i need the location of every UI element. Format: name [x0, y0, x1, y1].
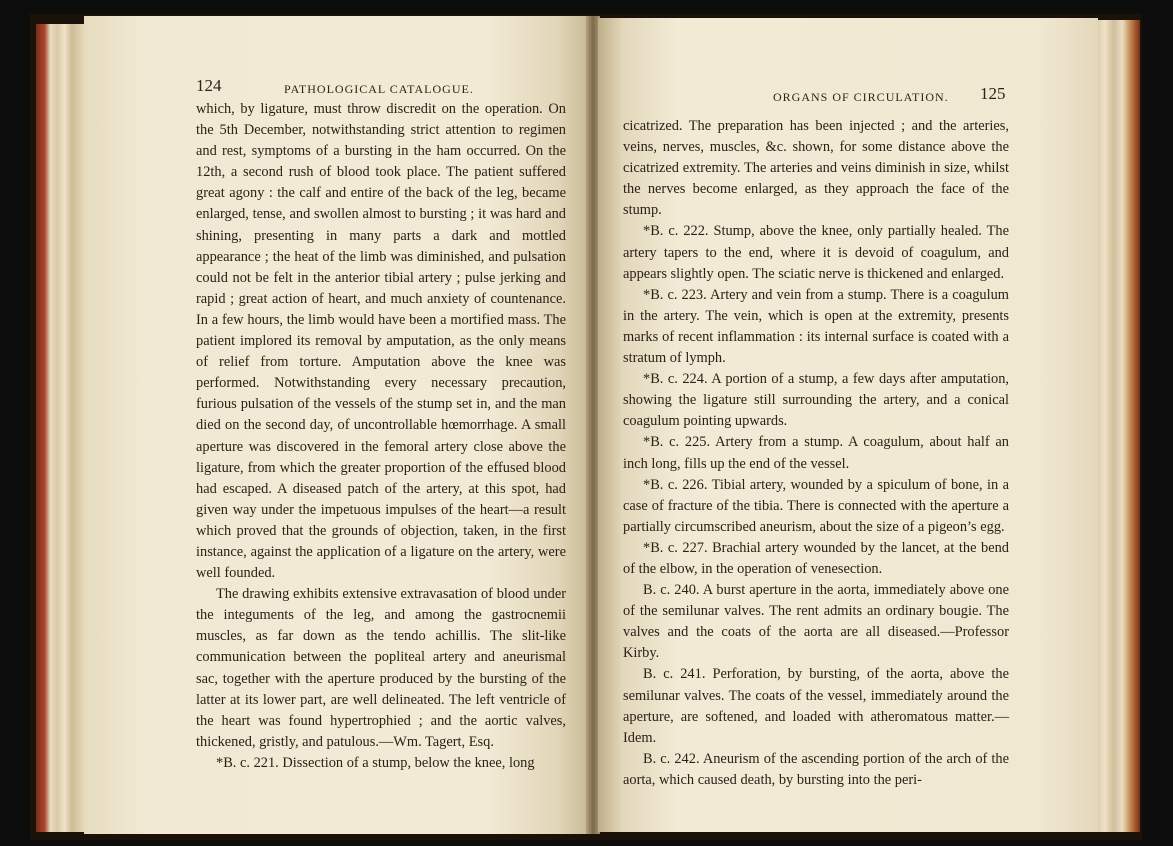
left-running-head: PATHOLOGICAL CATALOGUE.: [284, 82, 474, 96]
right-page-body: [623, 116, 1009, 791]
paragraph: *B. c. 221. Dissection of a stump, below the knee, long: [216, 754, 535, 771]
paragraph: B. c. 240. A burst aperture in the aorta, immediately above one of the semilunar valves. The rent admits an ordinary bougie. The valves and the coats of the aorta are all diseased.—Professor Kirby.: [623, 582, 1009, 662]
paragraph: B. c. 241. Perforation, by bursting, of the aorta, above the semilunar valves. The coats of the vessel, immediately around the aperture, are softened, and loaded with atheromatous matter.—Idem.: [623, 666, 1009, 746]
right-running-head: ORGANS OF CIRCULATION.: [773, 90, 949, 104]
paragraph: *B. c. 224. A portion of a stump, a few days after amputation, showing the ligature still surrounding the artery, and a conical coagulum pointing upwards.: [623, 371, 1009, 430]
paragraph: *B. c. 225. Artery from a stump. A coagulum, about half an inch long, fills up the end of the vessel.: [623, 434, 1009, 472]
left-page-number: 124: [196, 76, 222, 95]
paragraph: B. c. 242. Aneurism of the ascending portion of the arch of the aorta, which caused death, by bursting into the peri-: [623, 750, 1009, 788]
paragraph: cicatrized. The preparation has been injected ; and the arteries, veins, nerves, muscles, &c. shown, for some distance above the cicatrized extremity. The arteries and veins diminish in size, whilst the nerves become enlarged, as they approach the face of the stump.: [623, 118, 1009, 219]
right-page-edges: [1096, 20, 1140, 832]
paragraph: which, by ligature, must throw discredit on the operation. On the 5th December, notwithstanding strict attention to regimen and rest, symptoms of a bursting in the ham occurred. On the 12th, a second rush of blood took place. The patient suffered great agony : the calf and entire of the back of the leg, became enlarged, tense, and swollen almost to bursting ; it was hard and shining, presenting in many parts a dark and mottled appearance ; the heat of the limb was diminished, and pulsation could not be felt in the anterior tibial artery ; pulse jerking and rapid ; great action of heart, and much anxiety of countenance. In a few hours, the limb would have been a mortified mass. The patient implored its removal by amputation, as the only means of relief from torture. Amputation above the knee was performed. Notwithstanding every necessary precaution, furious pulsation of the vessels of the stump set in, and the man died on the second day, of uncontrollable hœmorrhage. A small aperture was discovered in the femoral artery close above the ligature, from which the greater proportion of the effused blood had escaped. A diseased patch of the artery, at this spot, had given way under the impetuous impulses of the heart—a result which proved that the grounds of objection, taken, in the first instance, against the application of a ligature on the artery, were well founded.: [196, 101, 566, 582]
paragraph: *B. c. 223. Artery and vein from a stump. There is a coagulum in the artery. The vein, which is open at the extremity, presents marks of recent inflammation : its internal surface is coated with a stratum of lymph.: [623, 286, 1009, 367]
paragraph: *B. c. 227. Brachial artery wounded by the lancet, at the bend of the elbow, in the operation of venesection.: [623, 539, 1009, 577]
left-page-edges: [36, 24, 84, 832]
right-page-number: 125: [980, 84, 1006, 103]
paragraph: *B. c. 226. Tibial artery, wounded by a spiculum of bone, in a case of fracture of the tibia. There is connected with the aperture a partially circumscribed aneurism, about the size of a pigeon’s egg.: [623, 476, 1009, 535]
paragraph: *B. c. 222. Stump, above the knee, only partially healed. The artery tapers to the end, where it is devoid of coagulum, and appears slightly open. The sciatic nerve is thickened and enlarged.: [623, 223, 1009, 282]
left-page-body: [196, 99, 566, 774]
paragraph: The drawing exhibits extensive extravasation of blood under the integuments of the leg, and among the gastrocnemii muscles, as far down as the tendo achillis. The slit-like communication between the popliteal artery and aneurismal sac, together with the aperture produced by the bursting of the latter at its lower part, are well delineated. The left ventricle of the heart was found hypertrophied ; and the aortic valves, thickened, gristly, and patulous.—Wm. Tagert, Esq.: [196, 586, 566, 750]
